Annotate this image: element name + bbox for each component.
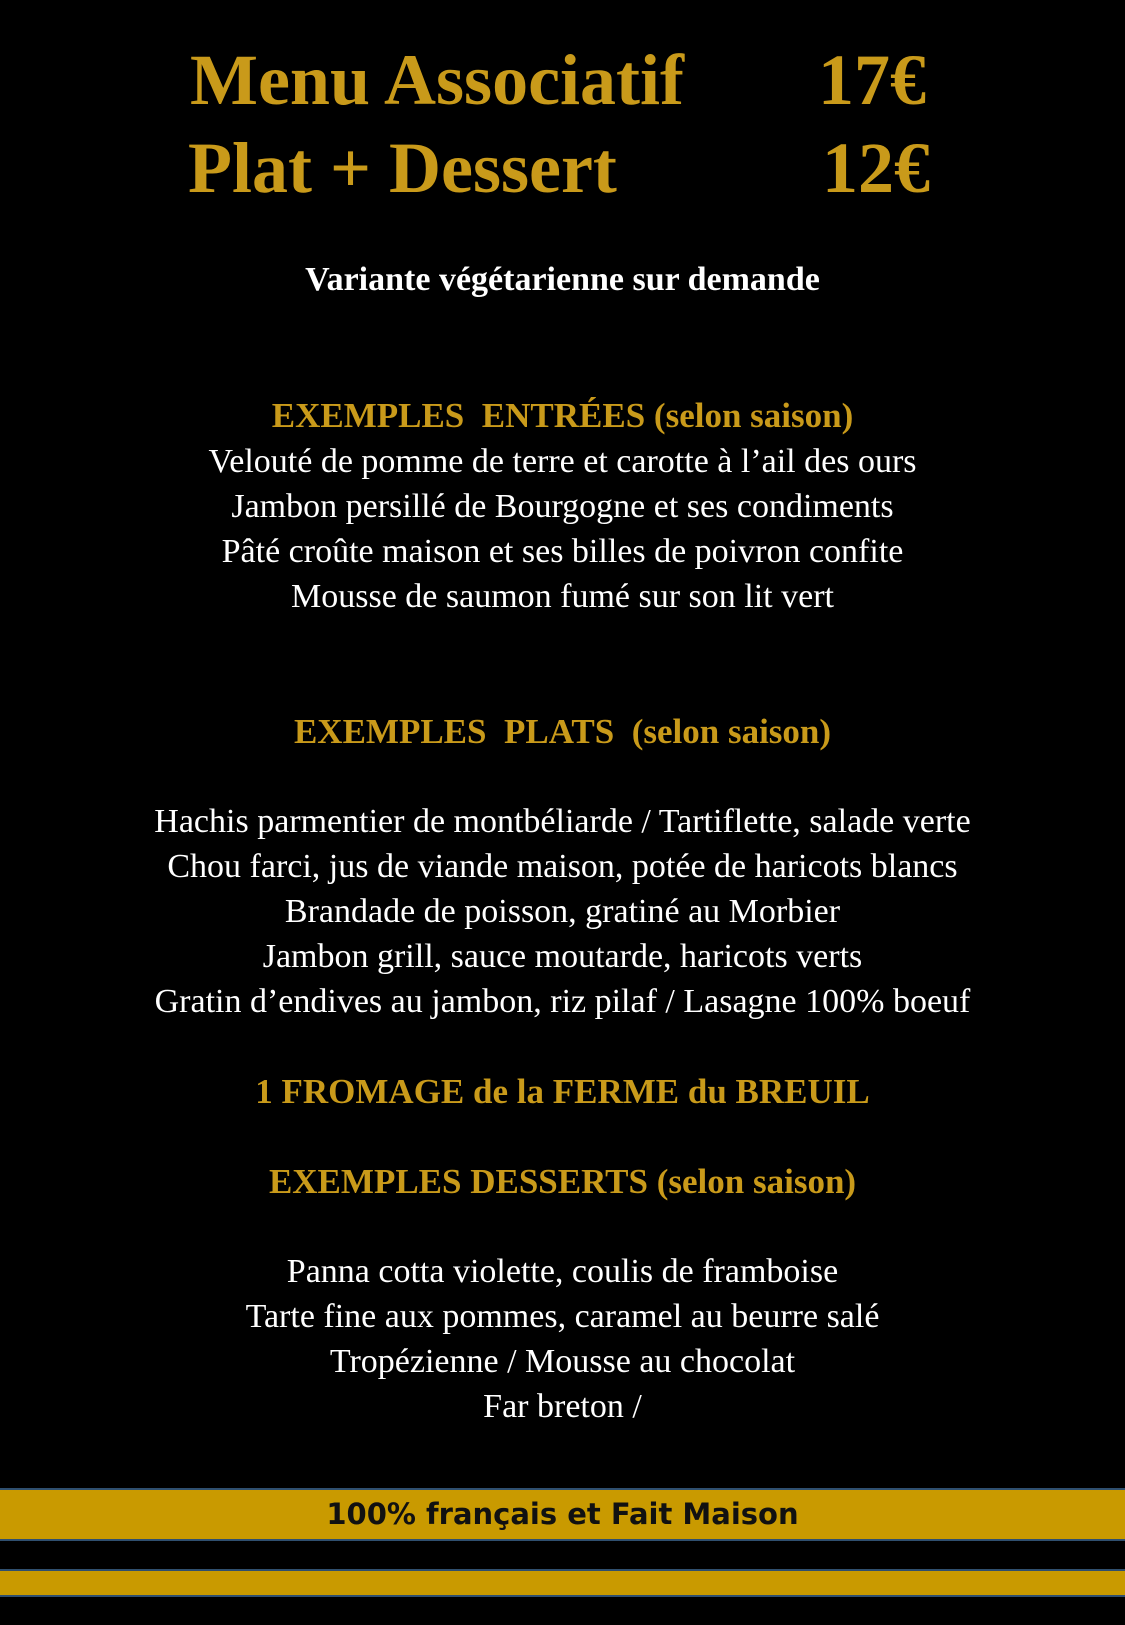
header-line-plat-dessert <box>0 123 1125 213</box>
list-item: Jambon persillé de Bourgogne et ses condiments <box>231 488 894 525</box>
footer-bar-decorative <box>0 1569 1125 1597</box>
list-item: Hachis parmentier de montbéliarde / Tartiflette, salade verte <box>154 803 971 840</box>
desserts-list <box>0 1249 1125 1429</box>
list-item: Velouté de pomme de terre et carotte à l’ail des ours <box>208 443 917 480</box>
list-item: Chou farci, jus de viande maison, potée de haricots blancs <box>167 848 958 885</box>
plat-dessert-price: 12€ <box>822 128 930 208</box>
list-item: Mousse de saumon fumé sur son lit vert <box>291 578 834 615</box>
plats-list <box>0 799 1125 1024</box>
list-item: Tarte fine aux pommes, caramel au beurre salé <box>245 1298 880 1335</box>
list-item: Pâté croûte maison et ses billes de poivron confite <box>221 533 904 570</box>
menu-title: Menu Associatif <box>190 40 684 120</box>
desserts-title: EXEMPLES DESSERTS (selon saison) <box>268 1162 857 1201</box>
list-item: Brandade de poisson, gratiné au Morbier <box>284 893 841 930</box>
header-line-menu <box>0 35 1125 125</box>
list-item: Far breton / <box>483 1388 642 1425</box>
list-item: Panna cotta violette, coulis de framboise <box>286 1253 839 1290</box>
plats-title: EXEMPLES PLATS (selon saison) <box>293 712 832 751</box>
fromage-title: 1 FROMAGE de la FERME du BREUIL <box>255 1072 870 1111</box>
entrees-list <box>0 439 1125 619</box>
menu-price: 17€ <box>818 40 926 120</box>
list-item: Jambon grill, sauce moutarde, haricots verts <box>262 938 863 975</box>
vegetarian-note: Variante végétarienne sur demande <box>305 261 820 298</box>
footer-banner: 100% français et Fait Maison <box>0 1488 1125 1541</box>
entrees-title: EXEMPLES ENTRÉES (selon saison) <box>271 396 854 435</box>
list-item: Gratin d’endives au jambon, riz pilaf / Lasagne 100% boeuf <box>154 983 971 1020</box>
plat-dessert-title: Plat + Dessert <box>188 128 617 208</box>
list-item: Tropézienne / Mousse au chocolat <box>329 1343 796 1380</box>
